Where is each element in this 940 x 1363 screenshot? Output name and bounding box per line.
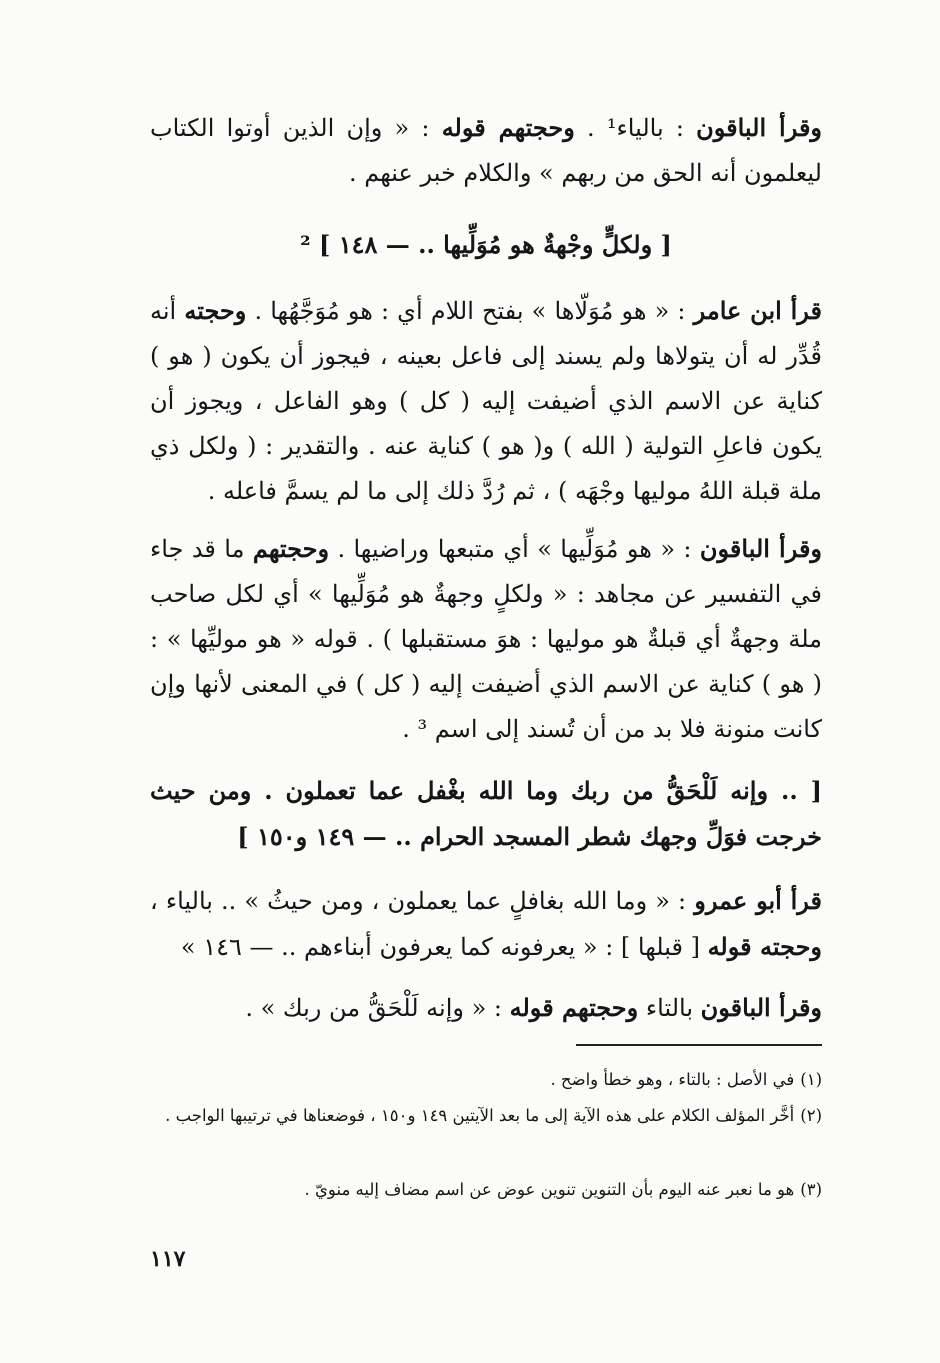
footnote-1	[150, 1062, 822, 1098]
verse-heading-148	[150, 222, 822, 268]
verse-heading-149-150	[150, 768, 822, 860]
bold-run: وحجتهم قوله	[509, 993, 639, 1022]
bold-lead: وقرأ الباقون	[699, 534, 823, 563]
text-run: : « هو مُوَلِّيها » أي متبعها وراضيها .	[329, 535, 700, 563]
footnote-number: (١)	[800, 1070, 822, 1089]
text-run: : « هو مُوَلّاها » بفتح اللام أي : هو مُوَجَّهُها .	[246, 297, 694, 325]
paragraph-5	[150, 985, 822, 1031]
bold-lead: وقرأ الباقون	[696, 113, 823, 142]
paragraph-3	[150, 526, 822, 752]
footnote-2	[150, 1098, 822, 1134]
text-run: [ قبلها ] : « يعرفونه كما يعرفون أبناءهم .. — ١٤٦ »	[180, 933, 708, 961]
verse-heading-text: [ .. وإنه لَلْحَقُّ من ربك وما الله بغْفل عما تعملون . ومن حيث خرجت فوَلِّ وجهك شطر المسجد الحرام .. — ١٤٩ و١٥٠ ]	[150, 776, 823, 851]
bold-run: وحجته قوله	[707, 932, 822, 961]
bold-lead: وقرأ الباقون	[700, 993, 822, 1022]
footnote-number: (٣)	[800, 1180, 822, 1199]
paragraph-4	[150, 878, 822, 970]
paragraph-1	[150, 105, 822, 196]
bold-run: وحجته	[184, 296, 247, 325]
paragraph-2	[150, 288, 822, 514]
footnote-text: هو ما نعبر عنه اليوم بأن التنوين تنوين عوض عن اسم مضاف إليه منويّ .	[304, 1180, 795, 1199]
bold-lead: قرأ ابن عامر	[693, 296, 823, 325]
footnote-3	[150, 1172, 822, 1208]
text-run: بالتاء	[638, 994, 701, 1022]
text-run: ما قد جاء في التفسير عن مجاهد : « ولكلٍ وجهةٌ هو مُوَلِّيها » أي لكل صاحب ملة وجهةٌ أي قبلةٌ هو موليها : هوَ مستقبلها ) . قوله « هو موليِّها » : ( هو ) كناية عن الاسم الذي أضيفت إليه ( كل ) في المعنى لأنها وإن كانت منونة فلا بد من أن تُسند إلى اسم ³ .	[150, 535, 822, 743]
footnote-text: أخَّر المؤلف الكلام على هذه الآية إلى ما بعد الآيتين ١٤٩ و١٥٠ ، فوضعناها في ترتيبها الواجب .	[165, 1106, 795, 1125]
footnote-divider	[576, 1044, 822, 1046]
text-run: أنه قُدِّر له أن يتولاها ولم يسند إلى فاعل بعينه ، فيجوز أن يكون ( هو ) كناية عن الاسم الذي أضيفت إليه ( كل ) وهو الفاعل ، ويجوز أن يكون فاعلِ التولية ( الله ) و( هو ) كناية عنه . والتقدير : ( ولكل ذي ملة قبلة اللهُ موليها وجْهَه ) ، ثم رُدَّ ذلك إلى ما لم يسمَّ فاعله .	[150, 297, 822, 505]
verse-heading-text: [ ولكلٍّ وجْهةٌ هو مُوَلِّيها .. — ١٤٨ ] ²	[300, 230, 672, 259]
footnote-number: (٢)	[800, 1106, 822, 1125]
text-run: : « وما الله بغافلٍ عما يعملون ، ومن حيثُ » .. بالياء ،	[150, 887, 695, 915]
text-run: : « وإنه لَلْحَقُّ من ربك » .	[245, 994, 510, 1022]
text-run: : « وإن الذين أوتوا الكتاب ليعلمون أنه الحق من ربهم » والكلام خبر عنهم .	[150, 114, 822, 187]
bold-run: وحجتهم قوله	[441, 113, 575, 142]
bold-run: وحجتهم	[252, 534, 330, 563]
bold-lead: قرأ أبو عمرو	[694, 886, 823, 915]
footnote-text: في الأصل : بالتاء ، وهو خطأ واضح .	[550, 1070, 795, 1089]
page-number: ١١٧	[150, 1246, 186, 1272]
text-run: : بالياء¹ .	[574, 114, 697, 142]
